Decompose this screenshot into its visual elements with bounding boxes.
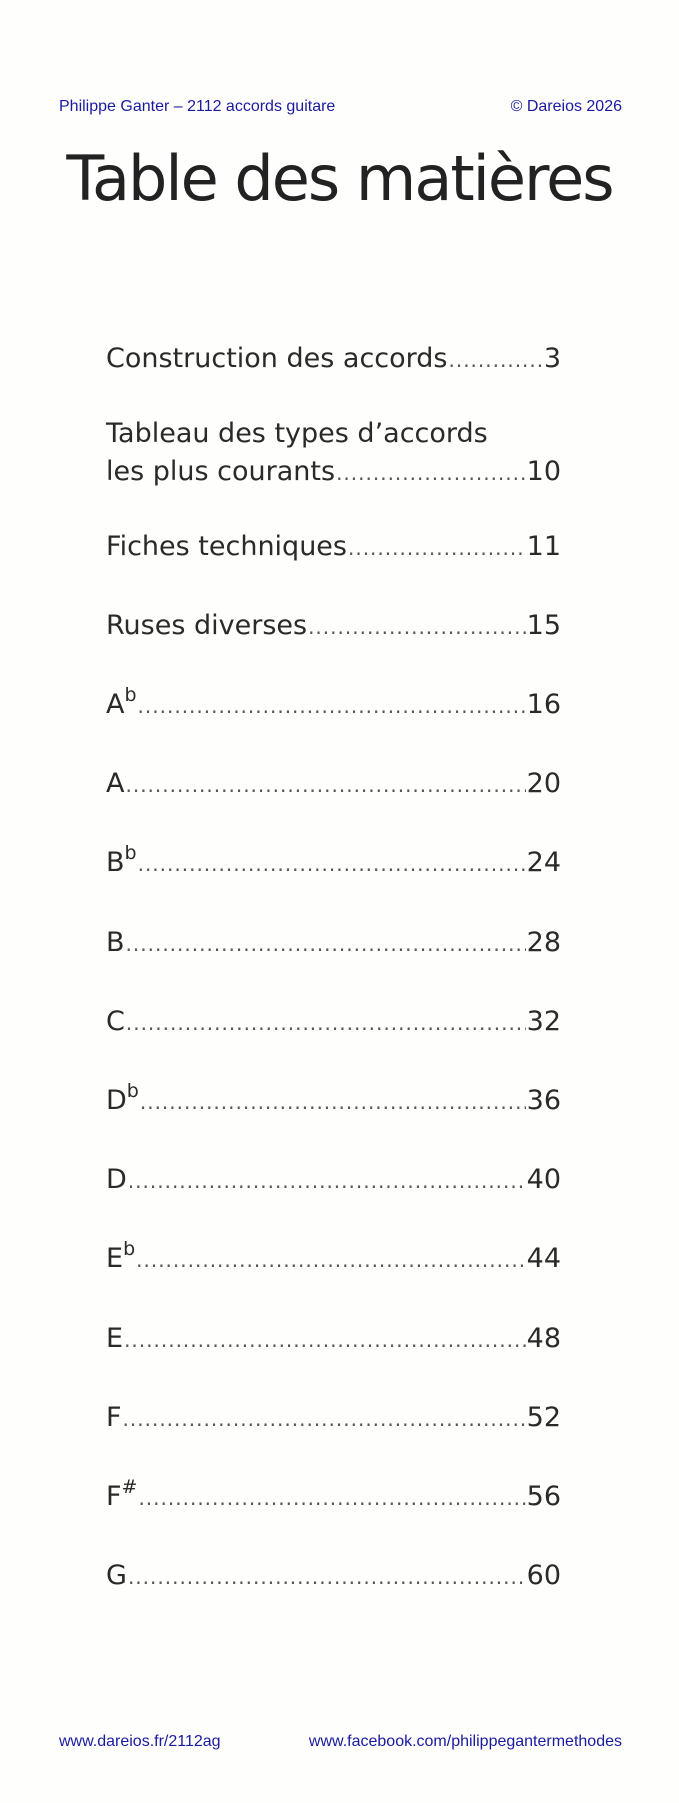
toc-entry-label: G — [106, 1560, 127, 1591]
toc-entry-label: $A^b$ — [106, 684, 137, 720]
toc-entry-b[interactable] — [106, 924, 561, 963]
dot-leader — [126, 925, 526, 963]
toc-entry-f[interactable] — [106, 1399, 561, 1438]
toc-entry-page: 48 — [526, 1323, 561, 1354]
toc-entry-fiches[interactable] — [106, 528, 561, 567]
toc-entry-label: A — [106, 768, 125, 799]
toc-entry-label: Ruses diverses — [106, 610, 308, 641]
dot-leader — [308, 608, 526, 646]
flat-sign: b — [126, 1080, 139, 1102]
dot-leader — [138, 687, 526, 725]
toc-entry-label: $E^b$ — [106, 1238, 136, 1274]
dot-leader — [448, 341, 542, 379]
toc-entry-d[interactable] — [106, 1161, 561, 1200]
toc-entry-e-flat[interactable] — [106, 1240, 561, 1279]
footer-facebook-link[interactable]: www.facebook.com/philippegantermethodes — [308, 1733, 622, 1750]
dot-leader — [123, 1400, 526, 1438]
toc-entry-page: 40 — [526, 1164, 561, 1195]
toc-entry-a[interactable] — [106, 765, 561, 804]
toc-entry-a-flat[interactable] — [106, 686, 561, 725]
toc-entry-e[interactable] — [106, 1320, 561, 1359]
toc-entry-g[interactable] — [106, 1557, 561, 1596]
dot-leader — [126, 1004, 526, 1042]
dot-leader — [336, 454, 526, 492]
toc-entry-label-line1: Tableau des types d’accords — [106, 418, 488, 449]
dot-leader — [138, 1479, 525, 1517]
toc-entry-label: $D^b$ — [106, 1080, 139, 1116]
dot-leader — [125, 766, 525, 804]
toc-entry-page: 15 — [526, 610, 561, 641]
dot-leader — [128, 1162, 526, 1200]
toc-entry-page: 10 — [526, 456, 561, 487]
flat-sign: b — [123, 1238, 136, 1260]
toc-entry-page: 16 — [526, 689, 561, 720]
toc-entry-page: 3 — [543, 343, 561, 374]
toc-entry-f-sharp[interactable] — [106, 1478, 561, 1517]
toc-entry-label: C — [106, 1006, 125, 1037]
toc-entry-label: les plus courants — [106, 456, 336, 487]
toc-entry-c[interactable] — [106, 1003, 561, 1042]
toc-entry-label: F — [106, 1402, 122, 1433]
toc-entry-page: 28 — [526, 927, 561, 958]
toc-entry-label: D — [106, 1164, 127, 1195]
toc-entry-b-flat[interactable] — [106, 844, 561, 883]
toc-entry-chord-types[interactable] — [106, 415, 561, 492]
header-author-title: Philippe Ganter – 2112 accords guitare — [59, 98, 336, 115]
toc-entry-page: 24 — [526, 847, 561, 878]
toc-entry-label: Fiches techniques — [106, 531, 347, 562]
toc-entry-page: 44 — [526, 1243, 561, 1274]
toc-entry-page: 56 — [526, 1481, 561, 1512]
header-copyright: © Dareios 2026 — [510, 98, 622, 115]
dot-leader — [138, 845, 526, 883]
page-footer — [59, 1733, 622, 1751]
toc-entry-label: E — [106, 1323, 124, 1354]
toc-entry-label: F# — [106, 1476, 138, 1512]
sharp-sign: # — [121, 1476, 138, 1498]
toc-entry-label: $B^b$ — [106, 842, 137, 878]
toc-entry-page: 32 — [526, 1006, 561, 1037]
dot-leader — [348, 529, 526, 567]
toc-entry-page: 20 — [526, 768, 561, 799]
toc-entry-page: 52 — [526, 1402, 561, 1433]
toc-entry-construction[interactable] — [106, 340, 561, 379]
flat-sign: b — [124, 842, 137, 864]
dot-leader — [136, 1241, 526, 1279]
toc-entry-d-flat[interactable] — [106, 1082, 561, 1121]
toc-entry-page: 36 — [526, 1085, 561, 1116]
toc-entry-label: Construction des accords — [106, 343, 448, 374]
toc-entry-page: 11 — [526, 531, 561, 562]
page-header — [59, 98, 622, 116]
toc-entry-page: 60 — [526, 1560, 561, 1591]
dot-leader — [124, 1321, 526, 1359]
toc-entry-ruses[interactable] — [106, 607, 561, 646]
dot-leader — [128, 1558, 526, 1596]
footer-website-link[interactable]: www.dareios.fr/2112ag — [59, 1733, 221, 1750]
toc-entry-label: B — [106, 927, 125, 958]
dot-leader — [140, 1083, 526, 1121]
page-title: Table des matières — [66, 142, 613, 215]
flat-sign: b — [124, 684, 137, 706]
